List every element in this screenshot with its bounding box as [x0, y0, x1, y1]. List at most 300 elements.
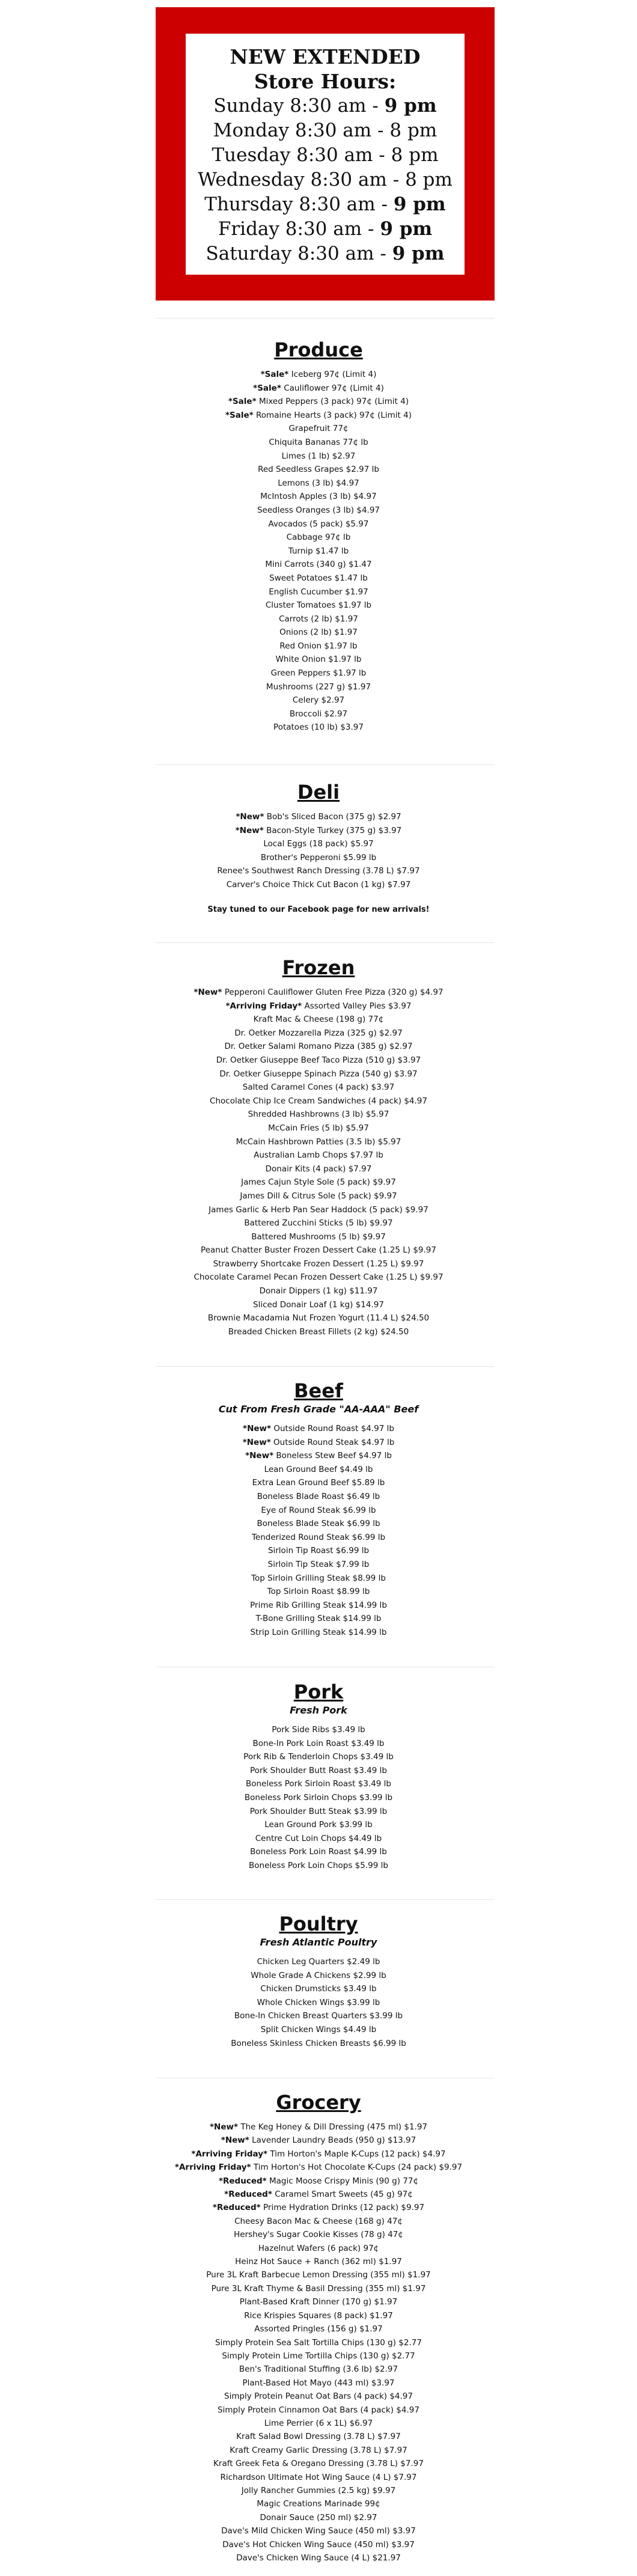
- grocery-item: [138, 2188, 499, 2201]
- produce-list: [138, 368, 499, 734]
- frozen-item: [138, 1135, 499, 1149]
- produce-item: [138, 558, 499, 572]
- frozen-item: [138, 1013, 499, 1027]
- hours-close: 9 pm: [392, 243, 445, 264]
- frozen-item: [138, 1067, 499, 1081]
- item-text: Chocolate Chip Ice Cream Sandwiches (4 pack) $4.97: [210, 1096, 427, 1106]
- item-tag: *Reduced*: [212, 2203, 261, 2213]
- beef-item: [138, 1544, 499, 1558]
- hours-line-wednesday: [186, 168, 465, 192]
- hours-day: Thursday: [204, 194, 293, 215]
- item-text: Mixed Peppers (3 pack) 97¢ (Limit 4): [258, 397, 409, 407]
- item-tag: *New*: [242, 1437, 271, 1447]
- grocery-item: [138, 2147, 499, 2161]
- poultry-item: [138, 2037, 499, 2051]
- item-text: Simply Protein Cinnamon Oat Bars (4 pack) $4.97: [218, 2405, 419, 2415]
- item-text: Strip Loin Grilling Steak $14.99 lb: [250, 1627, 387, 1637]
- item-text: Boneless Blade Steak $6.99 lb: [257, 1519, 380, 1529]
- item-text: James Cajun Style Sole (5 pack) $9.97: [241, 1177, 396, 1188]
- hours-open: 8:30 am -: [285, 218, 374, 240]
- poultry-item: [138, 1982, 499, 1996]
- hours-list: [186, 94, 465, 266]
- frozen-item: [138, 1040, 499, 1054]
- item-text: Extra Lean Ground Beef $5.89 lb: [252, 1478, 385, 1488]
- produce-section: [138, 338, 499, 734]
- beef-item: [138, 1476, 499, 1490]
- item-text: Bone-In Chicken Breast Quarters $3.99 lb: [234, 2011, 403, 2021]
- produce-item: [138, 545, 499, 558]
- grocery-item: [138, 2551, 499, 2565]
- item-text: Cheesy Bacon Mac & Cheese (168 g) 47¢: [234, 2216, 403, 2226]
- item-tag: *New*: [194, 987, 222, 997]
- hours-day: Friday: [218, 218, 279, 240]
- item-text: McIntosh Apples (3 lb) $4.97: [260, 492, 377, 502]
- pork-item: [138, 1805, 499, 1819]
- beef-item: [138, 1504, 499, 1518]
- item-text: Breaded Chicken Breast Fillets (2 kg) $24.50: [228, 1326, 409, 1337]
- frozen-item: [138, 1203, 499, 1217]
- hours-close: 9 pm: [393, 194, 446, 215]
- item-text: Boneless Blade Roast $6.49 lb: [257, 1491, 380, 1501]
- frozen-item: [138, 1094, 499, 1108]
- item-text: Broccoli $2.97: [289, 709, 348, 719]
- item-tag: *New*: [245, 1451, 274, 1461]
- item-text: Centre Cut Loin Chops $4.49 lb: [255, 1833, 382, 1843]
- deli-item: [138, 824, 499, 838]
- grocery-item: [138, 2295, 499, 2309]
- grocery-section: [138, 2090, 499, 2565]
- section-title: Pork: [293, 1680, 344, 1703]
- item-text: Tim Horton's Maple K-Cups (12 pack) $4.97: [270, 2149, 446, 2159]
- item-text: Red Seedless Grapes $2.97 lb: [258, 465, 379, 475]
- grocery-item: [138, 2497, 499, 2510]
- pork-item: [138, 1832, 499, 1846]
- beef-item: [138, 1626, 499, 1640]
- item-text: Donair Sauce (250 ml) $2.97: [260, 2512, 377, 2523]
- item-tag: *Sale*: [260, 370, 289, 379]
- frozen-item: [138, 1216, 499, 1230]
- frozen-list: [138, 986, 499, 1338]
- item-text: Split Chicken Wings $4.49 lb: [260, 2024, 377, 2034]
- item-text: Ben's Traditional Stuffing (3.6 lb) $2.97: [239, 2364, 398, 2375]
- hours-open: 8:30 am -: [296, 144, 385, 166]
- item-text: Bacon-Style Turkey (375 g) $3.97: [266, 825, 402, 835]
- item-text: T-Bone Grilling Steak $14.99 lb: [255, 1614, 382, 1624]
- hours-open: 8:30 am -: [297, 243, 386, 264]
- item-text: Top Sirloin Grilling Steak $8.99 lb: [251, 1573, 386, 1583]
- produce-item: [138, 599, 499, 612]
- grocery-item: [138, 2430, 499, 2443]
- item-text: Simply Protein Sea Salt Tortilla Chips (130 g) $2.77: [215, 2337, 422, 2348]
- item-text: Bob's Sliced Bacon (375 g) $2.97: [266, 812, 401, 822]
- frozen-item: [138, 1271, 499, 1284]
- section-subtitle: Fresh Atlantic Poultry: [260, 1937, 377, 1948]
- item-text: Donair Dippers (1 kg) $11.97: [259, 1286, 378, 1296]
- hours-line-saturday: [186, 242, 465, 266]
- produce-item: [138, 436, 499, 450]
- frozen-item: [138, 1298, 499, 1312]
- produce-item: [138, 667, 499, 680]
- deli-item: [138, 864, 499, 878]
- beef-item: [138, 1422, 499, 1436]
- item-text: Boneless Pork Loin Chops $5.99 lb: [249, 1860, 388, 1870]
- pork-section: [138, 1680, 499, 1873]
- item-text: Kraft Creamy Garlic Dressing (3.78 L) $7.97: [230, 2445, 407, 2455]
- item-text: Lavender Laundry Beads (950 g) $13.97: [252, 2135, 416, 2146]
- frozen-item: [138, 1162, 499, 1176]
- item-tag: *Arriving Friday*: [174, 2162, 251, 2173]
- section-title: Produce: [274, 338, 363, 361]
- item-text: Dave's Mild Chicken Wing Sauce (450 ml) $3.97: [221, 2526, 416, 2536]
- item-text: Iceberg 97¢ (Limit 4): [291, 370, 377, 379]
- item-text: Plant-Based Hot Mayo (443 ml) $3.97: [242, 2378, 395, 2388]
- grocery-item: [138, 2336, 499, 2349]
- hours-line-sunday: [186, 94, 465, 118]
- pork-item: [138, 1791, 499, 1805]
- item-text: Celery $2.97: [292, 695, 345, 706]
- grocery-item: [138, 2201, 499, 2214]
- item-text: Renee's Southwest Ranch Dressing (3.78 L) $7.97: [217, 866, 420, 876]
- divider: [156, 1899, 495, 1900]
- hours-open: 8:30 am -: [299, 194, 388, 215]
- item-tag: *Arriving Friday*: [225, 1001, 302, 1011]
- item-text: Boneless Pork Sirloin Roast $3.49 lb: [245, 1779, 392, 1789]
- item-text: Red Onion $1.97 lb: [279, 641, 358, 651]
- hours-close: 8 pm: [405, 169, 453, 191]
- item-text: Mini Carrots (340 g) $1.47: [265, 560, 372, 570]
- frozen-item: [138, 1149, 499, 1162]
- hours-line-tuesday: [186, 143, 465, 168]
- item-text: Bone-In Pork Loin Roast $3.49 lb: [252, 1738, 385, 1748]
- frozen-item: [138, 1325, 499, 1339]
- hours-close: 8 pm: [391, 144, 439, 166]
- item-text: Outside Round Steak $4.97 lb: [273, 1437, 395, 1447]
- item-text: Potatoes (10 lb) $3.97: [273, 722, 364, 733]
- beef-list: [138, 1422, 499, 1640]
- produce-item: [138, 612, 499, 626]
- hours-open: 8:30 am -: [294, 120, 384, 141]
- produce-item: [138, 531, 499, 545]
- item-text: Onions (2 lb) $1.97: [279, 627, 358, 638]
- item-text: Battered Mushrooms (5 lb) $9.97: [251, 1232, 386, 1242]
- item-text: Avocados (5 pack) $5.97: [268, 519, 369, 529]
- beef-item: [138, 1599, 499, 1613]
- item-text: Top Sirloin Roast $8.99 lb: [267, 1587, 370, 1597]
- item-text: Sirloin Tip Steak $7.99 lb: [267, 1559, 370, 1569]
- frozen-item: [138, 1054, 499, 1067]
- hours-title-line2: Store Hours:: [254, 70, 397, 93]
- produce-item: [138, 707, 499, 721]
- produce-item: [138, 382, 499, 395]
- frozen-item: [138, 1244, 499, 1257]
- pork-item: [138, 1750, 499, 1764]
- hours-open: 8:30 am -: [290, 95, 379, 117]
- grocery-item: [138, 2242, 499, 2255]
- beef-item: [138, 1612, 499, 1626]
- produce-item: [138, 585, 499, 599]
- frozen-item: [138, 1189, 499, 1203]
- item-text: Strawberry Shortcake Frozen Dessert (1.25 L) $9.97: [213, 1259, 424, 1269]
- beef-item: [138, 1517, 499, 1531]
- item-text: Sweet Potatoes $1.47 lb: [269, 573, 368, 583]
- grocery-item: [138, 2309, 499, 2322]
- hours-line-monday: [186, 118, 465, 143]
- item-tag: *Reduced*: [224, 2190, 272, 2200]
- grocery-item: [138, 2322, 499, 2336]
- item-text: Pork Shoulder Butt Steak $3.99 lb: [249, 1806, 388, 1816]
- item-text: Chicken Leg Quarters $2.49 lb: [257, 1957, 380, 1967]
- hours-close: 9 pm: [384, 95, 437, 117]
- item-text: James Dill & Citrus Sole (5 pack) $9.97: [240, 1191, 397, 1201]
- item-tag: *New*: [221, 2135, 249, 2146]
- grocery-item: [138, 2268, 499, 2281]
- beef-item: [138, 1490, 499, 1504]
- item-text: Pure 3L Kraft Thyme & Basil Dressing (355 ml) $1.97: [211, 2283, 426, 2294]
- item-text: Simply Protein Lime Tortilla Chips (130 g) $2.77: [222, 2351, 415, 2361]
- item-text: Chiquita Bananas 77¢ lb: [269, 437, 368, 447]
- item-text: Lime Perrier (6 x 1L) $6.97: [264, 2418, 373, 2428]
- item-text: Romaine Hearts (3 pack) 97¢ (Limit 4): [256, 410, 412, 420]
- frozen-item: [138, 1176, 499, 1189]
- grocery-item: [138, 2417, 499, 2430]
- hours-open: 8:30 am -: [310, 169, 400, 191]
- item-text: Dr. Oetker Giuseppe Beef Taco Pizza (510 g) $3.97: [216, 1055, 421, 1065]
- grocery-item: [138, 2120, 499, 2134]
- item-tag: *Reduced*: [218, 2176, 267, 2186]
- item-text: Prime Rib Grilling Steak $14.99 lb: [250, 1600, 387, 1610]
- item-text: English Cucumber $1.97: [269, 587, 368, 597]
- item-text: Lean Ground Pork $3.99 lb: [264, 1820, 373, 1830]
- grocery-item: [138, 2444, 499, 2457]
- hours-line-friday: [186, 217, 465, 242]
- hours-day: Monday: [213, 120, 289, 141]
- hours-day: Sunday: [213, 95, 284, 117]
- item-text: Cauliflower 97¢ (Limit 4): [284, 383, 384, 393]
- section-title: Grocery: [276, 2091, 361, 2114]
- section-title: Deli: [297, 781, 340, 804]
- produce-item: [138, 463, 499, 477]
- item-tag: *Sale*: [253, 383, 281, 393]
- item-text: Simply Protein Peanut Oat Bars (4 pack) $4.97: [224, 2391, 413, 2402]
- item-text: Sliced Donair Loaf (1 kg) $14.97: [253, 1299, 384, 1310]
- item-text: Dr. Oetker Mozzarella Pizza (325 g) $2.97: [234, 1028, 403, 1038]
- produce-item: [138, 653, 499, 667]
- grocery-item: [138, 2215, 499, 2228]
- item-text: Tim Horton's Hot Chocolate K-Cups (24 pack) $9.97: [253, 2162, 463, 2173]
- item-text: Hershey's Sugar Cookie Kisses (78 g) 47¢: [234, 2230, 403, 2240]
- item-tag: *Arriving Friday*: [191, 2149, 268, 2159]
- item-text: Assorted Valley Pies $3.97: [304, 1001, 412, 1011]
- deli-item: [138, 878, 499, 892]
- grocery-item: [138, 2538, 499, 2551]
- hours-day: Saturday: [206, 243, 292, 264]
- frozen-item: [138, 1081, 499, 1094]
- item-text: Prime Hydration Drinks (12 pack) $9.97: [263, 2203, 425, 2213]
- grocery-item: [138, 2457, 499, 2470]
- frozen-item: [138, 1284, 499, 1298]
- pork-item: [138, 1777, 499, 1791]
- divider: [156, 942, 495, 943]
- item-text: Local Eggs (18 pack) $5.97: [263, 839, 374, 849]
- grocery-item: [138, 2471, 499, 2484]
- frozen-item: [138, 1108, 499, 1122]
- grocery-item: [138, 2134, 499, 2147]
- deli-list: [138, 810, 499, 892]
- poultry-item: [138, 2023, 499, 2037]
- item-text: Dr. Oetker Salami Romano Pizza (385 g) $2.97: [224, 1042, 413, 1052]
- item-text: Dave's Chicken Wing Sauce (4 L) $21.97: [236, 2553, 401, 2563]
- beef-item: [138, 1558, 499, 1572]
- item-text: Seedless Oranges (3 lb) $4.97: [257, 505, 380, 515]
- poultry-section: [138, 1912, 499, 2050]
- item-text: Boneless Skinless Chicken Breasts $6.99 lb: [231, 2038, 406, 2048]
- section-subtitle: Cut From Fresh Grade "AA-AAA" Beef: [218, 1403, 419, 1415]
- grocery-item: [138, 2161, 499, 2174]
- item-text: Dave's Hot Chicken Wing Sauce (450 ml) $3.97: [222, 2539, 415, 2550]
- item-text: Boneless Pork Loin Roast $4.99 lb: [250, 1847, 387, 1857]
- grocery-item: [138, 2363, 499, 2376]
- item-text: Cabbage 97¢ lb: [286, 533, 351, 543]
- frozen-item: [138, 1027, 499, 1040]
- item-text: Carver's Choice Thick Cut Bacon (1 kg) $7.97: [226, 879, 411, 890]
- item-tag: *New*: [236, 812, 264, 822]
- item-text: Pepperoni Cauliflower Gluten Free Pizza (320 g) $4.97: [224, 987, 443, 997]
- produce-item: [138, 680, 499, 694]
- item-text: Whole Grade A Chickens $2.99 lb: [251, 1970, 386, 1980]
- frozen-item: [138, 1122, 499, 1135]
- item-text: Richardson Ultimate Hot Wing Sauce (4 L) $7.97: [220, 2472, 417, 2482]
- item-text: Kraft Salad Bowl Dressing (3.78 L) $7.97: [236, 2432, 401, 2442]
- frozen-item: [138, 986, 499, 1000]
- item-text: Salted Caramel Cones (4 pack) $3.97: [242, 1082, 395, 1093]
- item-text: Magic Creations Marinade 99¢: [257, 2499, 380, 2509]
- item-text: White Onion $1.97 lb: [275, 655, 362, 665]
- item-text: Kraft Mac & Cheese (198 g) 77¢: [253, 1015, 384, 1025]
- item-tag: *New*: [243, 1424, 272, 1433]
- poultry-item: [138, 1955, 499, 1969]
- frozen-item: [138, 1311, 499, 1325]
- item-text: James Garlic & Herb Pan Sear Haddock (5 pack) $9.97: [209, 1204, 428, 1215]
- produce-item: [138, 626, 499, 639]
- item-text: McCain Hashbrown Patties (3.5 lb) $5.97: [236, 1137, 401, 1147]
- pork-item: [138, 1845, 499, 1859]
- hours-close: 8 pm: [389, 120, 437, 141]
- produce-item: [138, 490, 499, 504]
- deli-item: [138, 851, 499, 865]
- grocery-list: [138, 2120, 499, 2565]
- deli-item: [138, 837, 499, 851]
- poultry-item: [138, 1969, 499, 1983]
- item-text: Pure 3L Kraft Barbecue Lemon Dressing (355 ml) $1.97: [206, 2270, 431, 2280]
- item-text: Outside Round Roast $4.97 lb: [273, 1424, 394, 1433]
- item-text: Heinz Hot Sauce + Ranch (362 ml) $1.97: [235, 2257, 402, 2267]
- item-text: Whole Chicken Wings $3.99 lb: [257, 1997, 380, 2007]
- item-text: Cluster Tomatoes $1.97 lb: [265, 600, 372, 611]
- item-text: Peanut Chatter Buster Frozen Dessert Cake (1.25 L) $9.97: [201, 1245, 436, 1256]
- grocery-item: [138, 2511, 499, 2524]
- produce-item: [138, 504, 499, 517]
- item-text: Mushrooms (227 g) $1.97: [266, 682, 371, 692]
- item-tag: *New*: [235, 825, 264, 835]
- store-hours-panel: [186, 34, 465, 275]
- section-title: Frozen: [282, 956, 355, 979]
- grocery-item: [138, 2255, 499, 2268]
- item-text: Brother's Pepperoni $5.99 lb: [260, 852, 377, 862]
- item-text: Boneless Pork Sirloin Chops $3.99 lb: [244, 1792, 393, 1802]
- poultry-item: [138, 2009, 499, 2023]
- deli-section: [138, 780, 499, 914]
- item-text: Eye of Round Steak $6.99 lb: [261, 1505, 376, 1515]
- section-title: Beef: [294, 1379, 343, 1402]
- poultry-item: [138, 1996, 499, 2010]
- section-subtitle: Fresh Pork: [290, 1705, 347, 1716]
- poultry-list: [138, 1955, 499, 2050]
- pork-item: [138, 1859, 499, 1873]
- item-tag: *Sale*: [228, 397, 257, 407]
- beef-item: [138, 1585, 499, 1599]
- item-text: Battered Zucchini Sticks (5 lb) $9.97: [244, 1218, 393, 1228]
- hours-line-thursday: [186, 192, 465, 217]
- beef-item: [138, 1531, 499, 1545]
- hours-close: 9 pm: [380, 218, 433, 240]
- produce-item: [138, 368, 499, 382]
- item-text: Turnip $1.47 lb: [288, 546, 349, 556]
- store-hours-banner: [156, 7, 495, 301]
- hours-day: Wednesday: [198, 169, 305, 191]
- item-text: Pork Rib & Tenderloin Chops $3.49 lb: [243, 1752, 394, 1762]
- item-text: Boneless Stew Beef $4.97 lb: [276, 1451, 392, 1461]
- grocery-item: [138, 2282, 499, 2295]
- item-text: Sirloin Tip Roast $6.99 lb: [267, 1546, 370, 1556]
- item-text: Lean Ground Beef $4.49 lb: [264, 1464, 373, 1474]
- produce-item: [138, 639, 499, 653]
- item-text: Plant-Based Kraft Dinner (170 g) $1.97: [239, 2297, 398, 2307]
- pork-list: [138, 1723, 499, 1873]
- pork-item: [138, 1737, 499, 1751]
- frozen-section: [138, 956, 499, 1338]
- item-text: Hazelnut Wafers (6 pack) 97¢: [258, 2243, 379, 2253]
- pork-item: [138, 1818, 499, 1832]
- item-text: Chicken Drumsticks $3.49 lb: [260, 1984, 377, 1994]
- produce-item: [138, 477, 499, 490]
- produce-item: [138, 450, 499, 463]
- item-text: Carrots (2 lb) $1.97: [279, 614, 358, 624]
- item-tag: *Sale*: [225, 410, 254, 420]
- beef-item: [138, 1572, 499, 1586]
- frozen-item: [138, 1000, 499, 1013]
- item-text: Jolly Rancher Gummies (2.5 kg) $9.97: [241, 2485, 396, 2495]
- item-text: The Keg Honey & Dill Dressing (475 ml) $1.97: [240, 2122, 428, 2132]
- item-text: Shredded Hashbrowns (3 lb) $5.97: [248, 1109, 389, 1120]
- produce-item: [138, 395, 499, 409]
- item-text: Lemons (3 lb) $4.97: [278, 478, 359, 488]
- item-text: Pork Shoulder Butt Roast $3.49 lb: [250, 1765, 387, 1775]
- grocery-item: [138, 2175, 499, 2188]
- produce-item: [138, 721, 499, 734]
- section-title: Poultry: [279, 1912, 358, 1935]
- beef-item: [138, 1436, 499, 1450]
- item-text: Dr. Oetker Giuseppe Spinach Pizza (540 g) $3.97: [219, 1069, 418, 1079]
- produce-item: [138, 517, 499, 531]
- produce-item: [138, 409, 499, 423]
- item-text: Australian Lamb Chops $7.97 lb: [254, 1150, 383, 1161]
- grocery-item: [138, 2349, 499, 2363]
- hours-title-line1: NEW EXTENDED: [230, 45, 421, 69]
- produce-item: [138, 422, 499, 436]
- produce-item: [138, 694, 499, 707]
- item-text: Grapefruit 77¢: [288, 424, 349, 434]
- item-text: Green Peppers $1.97 lb: [270, 668, 367, 679]
